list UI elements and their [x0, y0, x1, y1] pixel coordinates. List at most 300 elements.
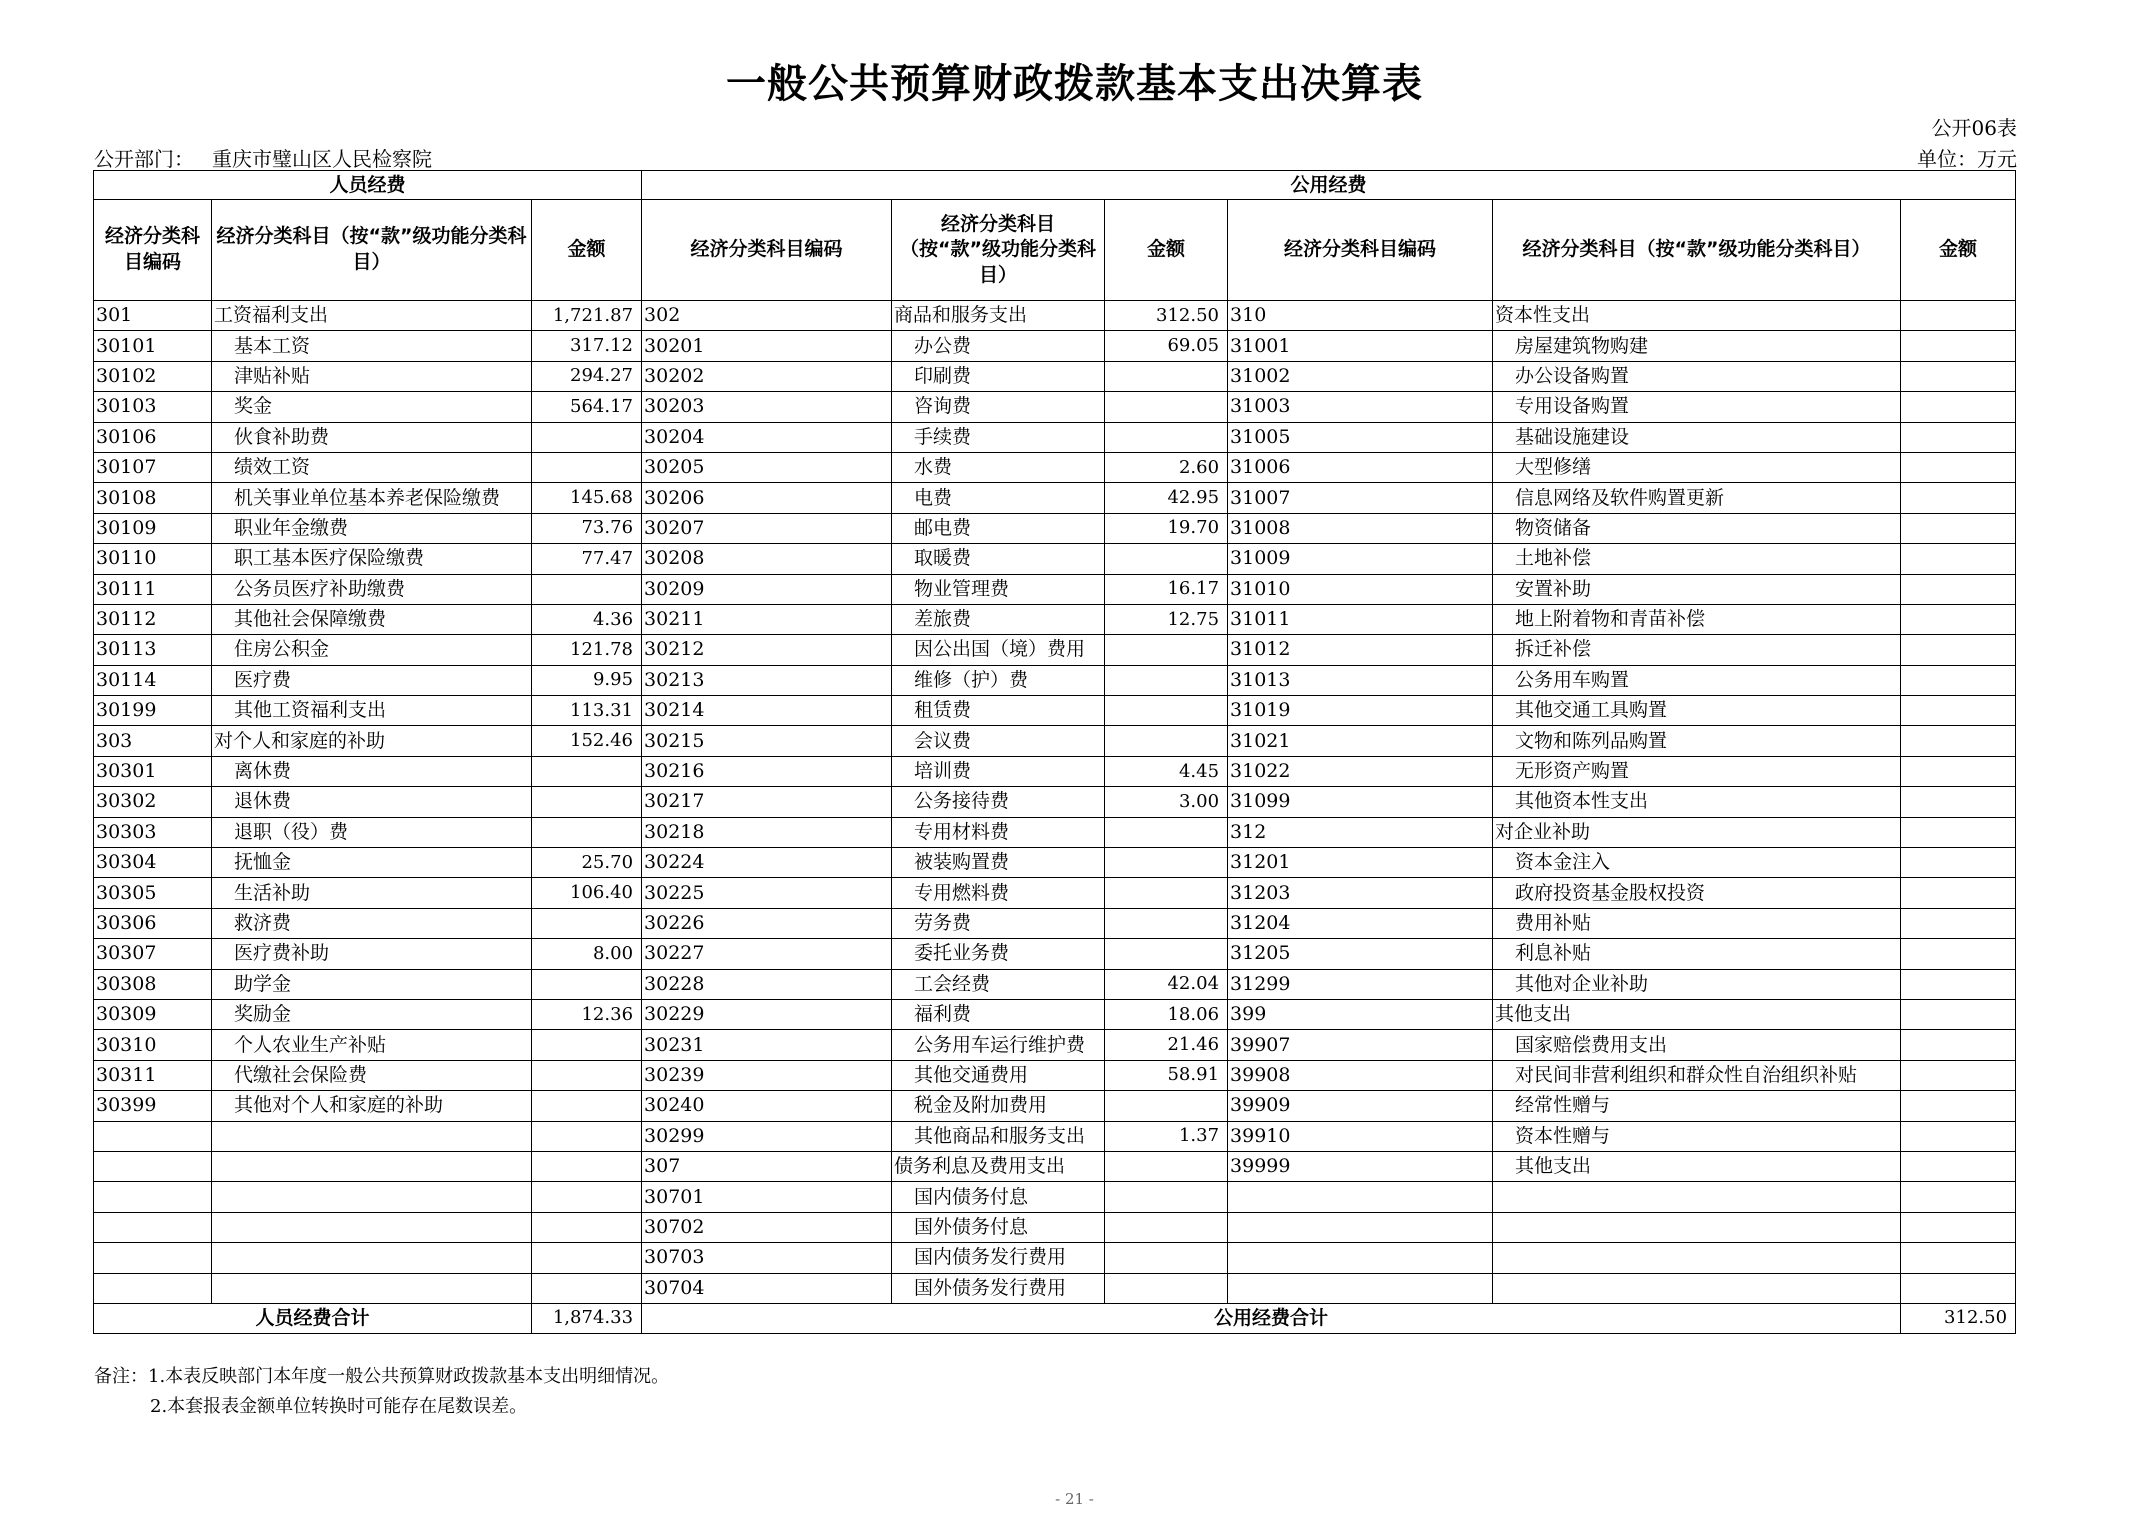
cell-name: 大型修缮: [1493, 452, 1901, 482]
cell-code: 399: [1228, 999, 1493, 1029]
cell-code: 31005: [1228, 422, 1493, 452]
cell-code: [1228, 1212, 1493, 1242]
cell-amount: 106.40: [532, 878, 642, 908]
cell-name: 维修（护）费: [892, 665, 1105, 695]
cell-name: 代缴社会保险费: [212, 1060, 532, 1090]
cell-name: 资本性赠与: [1493, 1121, 1901, 1151]
cell-name: 资本金注入: [1493, 848, 1901, 878]
cell-name: 其他社会保障缴费: [212, 604, 532, 634]
cell-code: 30225: [642, 878, 892, 908]
cell-name: 委托业务费: [892, 939, 1105, 969]
cell-code: 31099: [1228, 787, 1493, 817]
cell-amount: [532, 1121, 642, 1151]
cell-name: 退职（役）费: [212, 817, 532, 847]
cell-name: [212, 1273, 532, 1303]
cell-amount: [1901, 1091, 2016, 1121]
cell-amount: [532, 574, 642, 604]
cell-code: 31003: [1228, 392, 1493, 422]
header-name: 经济分类科目（按“款”级功能分类科目）: [212, 200, 532, 301]
cell-code: 30310: [94, 1030, 212, 1060]
cell-amount: [1901, 1030, 2016, 1060]
cell-name: [1493, 1273, 1901, 1303]
table-row: [94, 544, 2016, 574]
cell-amount: 1.37: [1105, 1121, 1228, 1151]
cell-amount: [1901, 574, 2016, 604]
cell-amount: [1901, 665, 2016, 695]
table-row: [94, 635, 2016, 665]
cell-amount: [1105, 939, 1228, 969]
cell-amount: 58.91: [1105, 1060, 1228, 1090]
cell-code: 30308: [94, 969, 212, 999]
cell-amount: [1105, 544, 1228, 574]
cell-code: 30206: [642, 483, 892, 513]
cell-code: 30211: [642, 604, 892, 634]
cell-code: 31009: [1228, 544, 1493, 574]
cell-amount: [1901, 1243, 2016, 1273]
cell-amount: 312.50: [1105, 301, 1228, 331]
section-public: 公用经费: [642, 171, 2016, 200]
table-row: [94, 878, 2016, 908]
cell-amount: [1901, 756, 2016, 786]
cell-name: 信息网络及软件购置更新: [1493, 483, 1901, 513]
cell-code: [94, 1182, 212, 1212]
cell-name: 邮电费: [892, 513, 1105, 543]
cell-code: 30214: [642, 696, 892, 726]
table-row: [94, 908, 2016, 938]
cell-name: 办公费: [892, 331, 1105, 361]
cell-code: 30109: [94, 513, 212, 543]
cell-name: 安置补助: [1493, 574, 1901, 604]
cell-name: 培训费: [892, 756, 1105, 786]
table-row: [94, 939, 2016, 969]
header-name: 经济分类科目（按“款”级功能分类科目）: [1493, 200, 1901, 301]
cell-amount: [1105, 361, 1228, 391]
cell-name: 国内债务发行费用: [892, 1243, 1105, 1273]
cell-amount: [1901, 513, 2016, 543]
cell-code: 30102: [94, 361, 212, 391]
cell-code: 30226: [642, 908, 892, 938]
cell-name: 医疗费: [212, 665, 532, 695]
header-amount: 金额: [1105, 200, 1228, 301]
cell-amount: 2.60: [1105, 452, 1228, 482]
cell-name: 伙食补助费: [212, 422, 532, 452]
cell-code: 31011: [1228, 604, 1493, 634]
notes: [94, 1362, 669, 1422]
cell-amount: [1901, 331, 2016, 361]
cell-name: 租赁费: [892, 696, 1105, 726]
public-total-label: 公用经费合计: [642, 1303, 1901, 1333]
expenditure-table: [93, 170, 2016, 1334]
cell-code: 31299: [1228, 969, 1493, 999]
cell-name: 对个人和家庭的补助: [212, 726, 532, 756]
cell-code: [1228, 1182, 1493, 1212]
cell-name: 救济费: [212, 908, 532, 938]
cell-amount: [1901, 635, 2016, 665]
cell-name: 国外债务付息: [892, 1212, 1105, 1242]
cell-name: 奖金: [212, 392, 532, 422]
header-amount: 金额: [1901, 200, 2016, 301]
cell-amount: [1901, 422, 2016, 452]
cell-name: 因公出国（境）费用: [892, 635, 1105, 665]
cell-name: 其他商品和服务支出: [892, 1121, 1105, 1151]
cell-amount: [532, 452, 642, 482]
cell-code: 30110: [94, 544, 212, 574]
cell-amount: 69.05: [1105, 331, 1228, 361]
cell-code: 31022: [1228, 756, 1493, 786]
cell-amount: [532, 1151, 642, 1181]
cell-code: 30218: [642, 817, 892, 847]
cell-code: 30702: [642, 1212, 892, 1242]
cell-name: 电费: [892, 483, 1105, 513]
cell-name: 公务用车购置: [1493, 665, 1901, 695]
cell-name: 福利费: [892, 999, 1105, 1029]
cell-amount: [1901, 969, 2016, 999]
cell-code: 31203: [1228, 878, 1493, 908]
cell-name: 津贴补贴: [212, 361, 532, 391]
cell-name: 差旅费: [892, 604, 1105, 634]
cell-code: 30208: [642, 544, 892, 574]
cell-name: [212, 1212, 532, 1242]
cell-name: [212, 1243, 532, 1273]
cell-code: 30202: [642, 361, 892, 391]
cell-amount: [1901, 452, 2016, 482]
cell-amount: [1105, 817, 1228, 847]
cell-amount: [1105, 696, 1228, 726]
cell-name: 物业管理费: [892, 574, 1105, 604]
cell-code: 39999: [1228, 1151, 1493, 1181]
cell-code: 307: [642, 1151, 892, 1181]
cell-amount: 12.36: [532, 999, 642, 1029]
personnel-total-value: 1,874.33: [532, 1303, 642, 1333]
cell-code: 30217: [642, 787, 892, 817]
table-row: [94, 787, 2016, 817]
table-row: [94, 1121, 2016, 1151]
cell-amount: [532, 787, 642, 817]
cell-code: 31008: [1228, 513, 1493, 543]
cell-amount: [532, 908, 642, 938]
table-row: [94, 848, 2016, 878]
table-row: [94, 817, 2016, 847]
table-row: [94, 392, 2016, 422]
cell-amount: 317.12: [532, 331, 642, 361]
cell-code: 30107: [94, 452, 212, 482]
cell-amount: [1901, 1121, 2016, 1151]
cell-name: 个人农业生产补贴: [212, 1030, 532, 1060]
cell-amount: [1901, 1182, 2016, 1212]
cell-amount: 121.78: [532, 635, 642, 665]
table-row: [94, 696, 2016, 726]
cell-amount: [1105, 1151, 1228, 1181]
cell-amount: 145.68: [532, 483, 642, 513]
cell-amount: 73.76: [532, 513, 642, 543]
cell-name: 专用设备购置: [1493, 392, 1901, 422]
cell-name: 公务用车运行维护费: [892, 1030, 1105, 1060]
cell-code: 302: [642, 301, 892, 331]
cell-amount: [1901, 999, 2016, 1029]
cell-amount: [1901, 604, 2016, 634]
cell-amount: 42.04: [1105, 969, 1228, 999]
cell-amount: [1901, 1212, 2016, 1242]
cell-amount: [1105, 635, 1228, 665]
cell-code: 310: [1228, 301, 1493, 331]
cell-code: 30239: [642, 1060, 892, 1090]
cell-name: 房屋建筑物购建: [1493, 331, 1901, 361]
cell-code: 31006: [1228, 452, 1493, 482]
cell-code: 30212: [642, 635, 892, 665]
cell-name: 退休费: [212, 787, 532, 817]
table-row: [94, 483, 2016, 513]
cell-name: 工资福利支出: [212, 301, 532, 331]
header-code: 经济分类科目编码: [642, 200, 892, 301]
cell-code: 30207: [642, 513, 892, 543]
cell-code: 30399: [94, 1091, 212, 1121]
table-row: [94, 1091, 2016, 1121]
cell-name: 离休费: [212, 756, 532, 786]
cell-name: 其他支出: [1493, 1151, 1901, 1181]
cell-name: 工会经费: [892, 969, 1105, 999]
cell-code: 31010: [1228, 574, 1493, 604]
cell-name: 职业年金缴费: [212, 513, 532, 543]
cell-amount: [1901, 726, 2016, 756]
cell-amount: [1105, 1243, 1228, 1273]
cell-name: 无形资产购置: [1493, 756, 1901, 786]
cell-name: 助学金: [212, 969, 532, 999]
table-body: [94, 301, 2016, 1304]
cell-amount: [1901, 1060, 2016, 1090]
cell-amount: [532, 1212, 642, 1242]
cell-code: 31201: [1228, 848, 1493, 878]
cell-code: 30201: [642, 331, 892, 361]
cell-amount: [532, 1182, 642, 1212]
cell-code: 30114: [94, 665, 212, 695]
cell-amount: [532, 1030, 642, 1060]
cell-amount: 19.70: [1105, 513, 1228, 543]
unit-label: 单位：万元: [1917, 147, 2017, 171]
cell-code: [94, 1273, 212, 1303]
cell-name: 医疗费补助: [212, 939, 532, 969]
table-row: [94, 1273, 2016, 1303]
cell-name: 国外债务发行费用: [892, 1273, 1105, 1303]
cell-amount: [1105, 848, 1228, 878]
cell-code: 30112: [94, 604, 212, 634]
table-row: [94, 361, 2016, 391]
cell-amount: [532, 422, 642, 452]
table-row: [94, 513, 2016, 543]
department-label: 公开部门：: [94, 147, 194, 171]
cell-code: 312: [1228, 817, 1493, 847]
cell-name: 商品和服务支出: [892, 301, 1105, 331]
cell-code: 31001: [1228, 331, 1493, 361]
cell-name: 其他交通费用: [892, 1060, 1105, 1090]
cell-code: 30101: [94, 331, 212, 361]
cell-amount: [1105, 392, 1228, 422]
cell-name: 对民间非营利组织和群众性自治组织补贴: [1493, 1060, 1901, 1090]
cell-amount: 12.75: [1105, 604, 1228, 634]
table-row: [94, 756, 2016, 786]
cell-amount: [1901, 392, 2016, 422]
cell-amount: 8.00: [532, 939, 642, 969]
cell-code: [94, 1121, 212, 1151]
cell-name: 专用材料费: [892, 817, 1105, 847]
cell-amount: [1901, 908, 2016, 938]
cell-name: 拆迁补偿: [1493, 635, 1901, 665]
section-header-row: [94, 171, 2016, 200]
cell-name: 印刷费: [892, 361, 1105, 391]
note-1: 备注：1.本表反映部门本年度一般公共预算财政拨款基本支出明细情况。: [94, 1366, 670, 1387]
department-name: 重庆市璧山区人民检察院: [212, 147, 432, 171]
header-code: 经济分类科目编码: [94, 200, 212, 301]
cell-name: 公务接待费: [892, 787, 1105, 817]
cell-amount: 16.17: [1105, 574, 1228, 604]
cell-code: 31002: [1228, 361, 1493, 391]
cell-code: 30199: [94, 696, 212, 726]
cell-name: 奖励金: [212, 999, 532, 1029]
cell-amount: [1901, 878, 2016, 908]
cell-amount: [1901, 1273, 2016, 1303]
cell-name: 基本工资: [212, 331, 532, 361]
cell-name: [212, 1121, 532, 1151]
note-2: 2.本套报表金额单位转换时可能存在尾数误差。: [150, 1396, 528, 1417]
cell-name: 抚恤金: [212, 848, 532, 878]
cell-amount: [1901, 361, 2016, 391]
cell-name: 住房公积金: [212, 635, 532, 665]
cell-name: [212, 1151, 532, 1181]
cell-code: 30228: [642, 969, 892, 999]
table-row: [94, 331, 2016, 361]
cell-code: 31012: [1228, 635, 1493, 665]
cell-amount: [1901, 696, 2016, 726]
cell-name: 其他支出: [1493, 999, 1901, 1029]
table-row: [94, 452, 2016, 482]
cell-code: 30704: [642, 1273, 892, 1303]
table-row: [94, 574, 2016, 604]
cell-code: 30204: [642, 422, 892, 452]
cell-code: 30302: [94, 787, 212, 817]
form-number: 公开06表: [1931, 116, 2017, 140]
cell-code: 39910: [1228, 1121, 1493, 1151]
table-row: [94, 422, 2016, 452]
header-amount: 金额: [532, 200, 642, 301]
cell-amount: 18.06: [1105, 999, 1228, 1029]
cell-name: 生活补助: [212, 878, 532, 908]
cell-name: 税金及附加费用: [892, 1091, 1105, 1121]
cell-name: 国家赔偿费用支出: [1493, 1030, 1901, 1060]
cell-amount: [1105, 665, 1228, 695]
cell-amount: [1105, 908, 1228, 938]
cell-name: 专用燃料费: [892, 878, 1105, 908]
cell-code: [94, 1243, 212, 1273]
cell-code: 30224: [642, 848, 892, 878]
cell-code: 30304: [94, 848, 212, 878]
cell-name: 其他资本性支出: [1493, 787, 1901, 817]
table-row: [94, 1243, 2016, 1273]
cell-name: 其他工资福利支出: [212, 696, 532, 726]
cell-code: 30303: [94, 817, 212, 847]
table-row: [94, 665, 2016, 695]
cell-amount: [1901, 848, 2016, 878]
cell-name: 国内债务付息: [892, 1182, 1105, 1212]
cell-amount: [1901, 1151, 2016, 1181]
cell-name: 利息补贴: [1493, 939, 1901, 969]
cell-code: 31019: [1228, 696, 1493, 726]
cell-code: [1228, 1273, 1493, 1303]
cell-name: 经常性赠与: [1493, 1091, 1901, 1121]
cell-code: 31204: [1228, 908, 1493, 938]
cell-code: 31205: [1228, 939, 1493, 969]
cell-name: [212, 1182, 532, 1212]
cell-name: 对企业补助: [1493, 817, 1901, 847]
cell-amount: [532, 756, 642, 786]
cell-amount: [532, 1243, 642, 1273]
cell-name: 绩效工资: [212, 452, 532, 482]
cell-code: 30229: [642, 999, 892, 1029]
cell-code: 30216: [642, 756, 892, 786]
cell-code: [1228, 1243, 1493, 1273]
cell-code: 39909: [1228, 1091, 1493, 1121]
cell-code: 31013: [1228, 665, 1493, 695]
cell-name: 水费: [892, 452, 1105, 482]
cell-name: 其他对企业补助: [1493, 969, 1901, 999]
cell-amount: [1105, 1273, 1228, 1303]
cell-name: 公务员医疗补助缴费: [212, 574, 532, 604]
cell-code: 30305: [94, 878, 212, 908]
cell-amount: 42.95: [1105, 483, 1228, 513]
cell-amount: [1105, 878, 1228, 908]
cell-name: 资本性支出: [1493, 301, 1901, 331]
cell-amount: [532, 1091, 642, 1121]
cell-amount: 77.47: [532, 544, 642, 574]
cell-name: 物资储备: [1493, 513, 1901, 543]
cell-amount: [1105, 1212, 1228, 1242]
table-row: [94, 1212, 2016, 1242]
cell-name: 被装购置费: [892, 848, 1105, 878]
cell-amount: [1105, 1182, 1228, 1212]
table-row: [94, 969, 2016, 999]
cell-code: 30203: [642, 392, 892, 422]
table-row: [94, 1030, 2016, 1060]
column-header-row: [94, 200, 2016, 301]
cell-amount: [532, 969, 642, 999]
table-row: [94, 1151, 2016, 1181]
cell-code: 30299: [642, 1121, 892, 1151]
cell-name: 其他对个人和家庭的补助: [212, 1091, 532, 1121]
cell-name: 取暖费: [892, 544, 1105, 574]
cell-name: 政府投资基金股权投资: [1493, 878, 1901, 908]
cell-amount: [1901, 483, 2016, 513]
cell-code: 30209: [642, 574, 892, 604]
cell-name: 机关事业单位基本养老保险缴费: [212, 483, 532, 513]
cell-name: 咨询费: [892, 392, 1105, 422]
cell-code: 30703: [642, 1243, 892, 1273]
cell-amount: 1,721.87: [532, 301, 642, 331]
cell-name: 土地补偿: [1493, 544, 1901, 574]
cell-code: 30309: [94, 999, 212, 1029]
cell-name: 会议费: [892, 726, 1105, 756]
cell-amount: 25.70: [532, 848, 642, 878]
page-title: 一般公共预算财政拨款基本支出决算表: [726, 61, 1423, 107]
cell-amount: [1105, 1091, 1228, 1121]
cell-code: 30108: [94, 483, 212, 513]
cell-amount: [1901, 544, 2016, 574]
cell-amount: [1901, 787, 2016, 817]
cell-code: 30701: [642, 1182, 892, 1212]
cell-amount: [532, 817, 642, 847]
cell-name: [1493, 1243, 1901, 1273]
totals-row: [94, 1303, 2016, 1333]
cell-code: 30231: [642, 1030, 892, 1060]
table-row: [94, 1060, 2016, 1090]
cell-code: 30213: [642, 665, 892, 695]
